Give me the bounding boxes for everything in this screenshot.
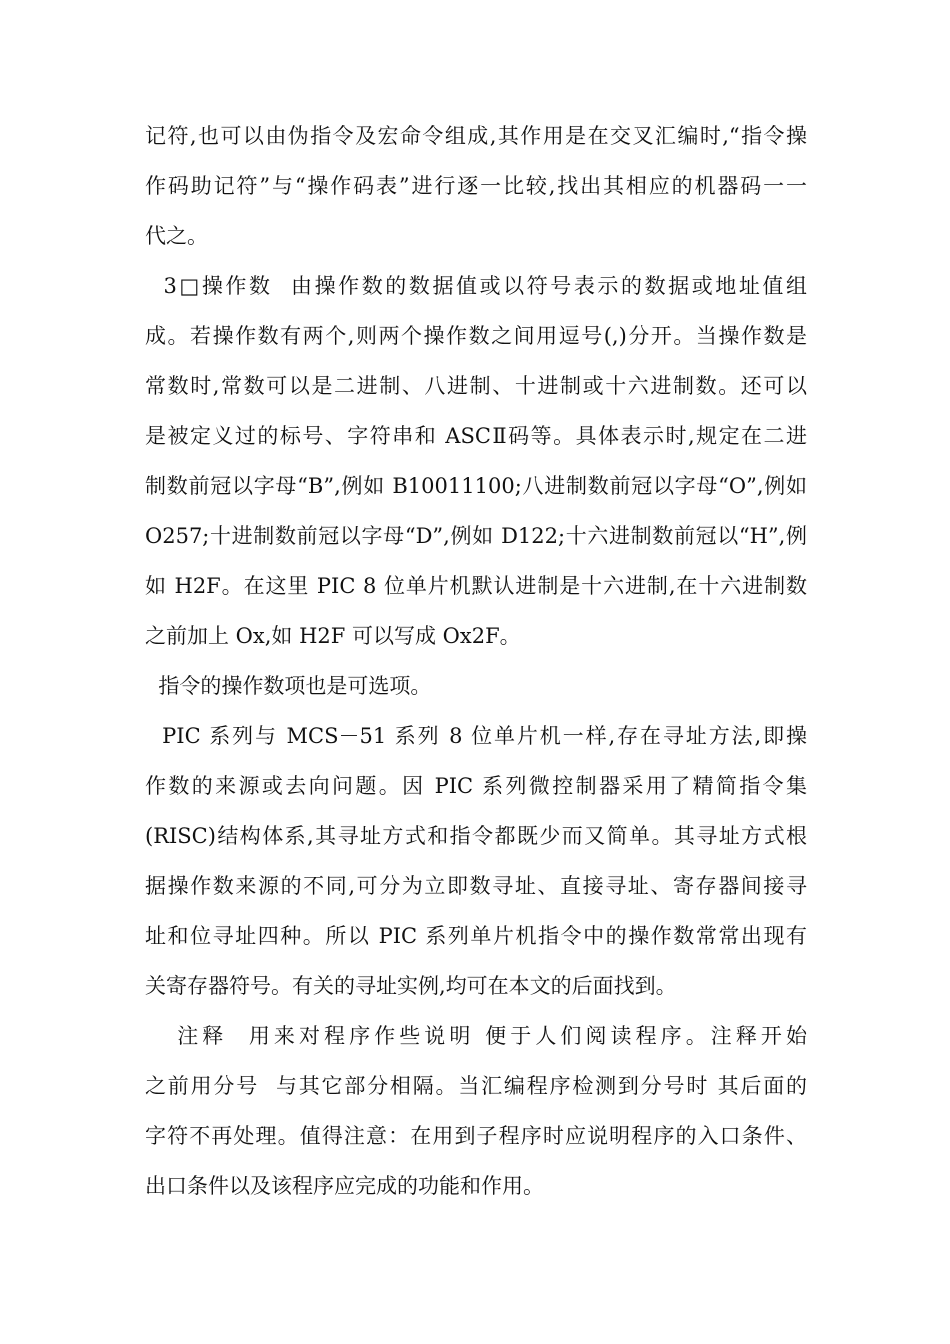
text-line: O257;十进制数前冠以字母“D”,例如 D122;十六进制数前冠以“H”,例 [145, 524, 807, 548]
text-line: 出口条件以及该程序应完成的功能和作用。 [145, 1174, 544, 1198]
text-line: 成。若操作数有两个,则两个操作数之间用逗号(,)分开。当操作数是 [145, 324, 807, 348]
text-line: 关寄存器符号。有关的寻址实例,均可在本文的后面找到。 [145, 974, 677, 998]
text-line: 字符不再处理。值得注意：在用到子程序时应说明程序的入口条件、 [145, 1124, 807, 1148]
document-body [145, 111, 807, 1211]
paragraph-operand-optional [145, 661, 807, 711]
text-line: 3□操作数 由操作数的数据值或以符号表示的数据或地址值组 [145, 274, 807, 298]
paragraph-opcode-description [145, 111, 807, 261]
text-line: 作数的来源或去向问题。因 PIC 系列微控制器采用了精简指令集 [145, 774, 807, 798]
text-line: 注释 用来对程序作些说明 便于人们阅读程序。注释开始 [145, 1024, 807, 1048]
text-line: 如 H2F。在这里 PIC 8 位单片机默认进制是十六进制,在十六进制数 [145, 574, 807, 598]
paragraph-addressing-modes [145, 711, 807, 1011]
text-line: 制数前冠以字母“B”,例如 B10011100;八进制数前冠以字母“O”,例如 [145, 474, 807, 498]
text-line: 是被定义过的标号、字符串和 ASCⅡ码等。具体表示时,规定在二进 [145, 424, 807, 448]
paragraph-comments [145, 1011, 807, 1211]
text-line: 据操作数来源的不同,可分为立即数寻址、直接寻址、寄存器间接寻 [145, 874, 807, 898]
text-line: 作码助记符”与“操作码表”进行逐一比较,找出其相应的机器码一一 [145, 174, 807, 198]
paragraph-operand-section [145, 261, 807, 661]
text-line: (RISC)结构体系,其寻址方式和指令都既少而又简单。其寻址方式根 [145, 824, 807, 848]
text-line: 之前用分号 与其它部分相隔。当汇编程序检测到分号时 其后面的 [145, 1074, 807, 1098]
text-line: 常数时,常数可以是二进制、八进制、十进制或十六进制数。还可以 [145, 374, 807, 398]
text-line: 记符,也可以由伪指令及宏命令组成,其作用是在交叉汇编时,“指令操 [145, 124, 807, 148]
text-line: PIC 系列与 MCS－51 系列 8 位单片机一样,存在寻址方法,即操 [145, 724, 807, 748]
text-line: 指令的操作数项也是可选项。 [145, 674, 432, 698]
text-line: 之前加上 Ox,如 H2F 可以写成 Ox2F。 [145, 624, 521, 648]
text-line: 址和位寻址四种。所以 PIC 系列单片机指令中的操作数常常出现有 [145, 924, 807, 948]
text-line: 代之。 [145, 224, 208, 248]
